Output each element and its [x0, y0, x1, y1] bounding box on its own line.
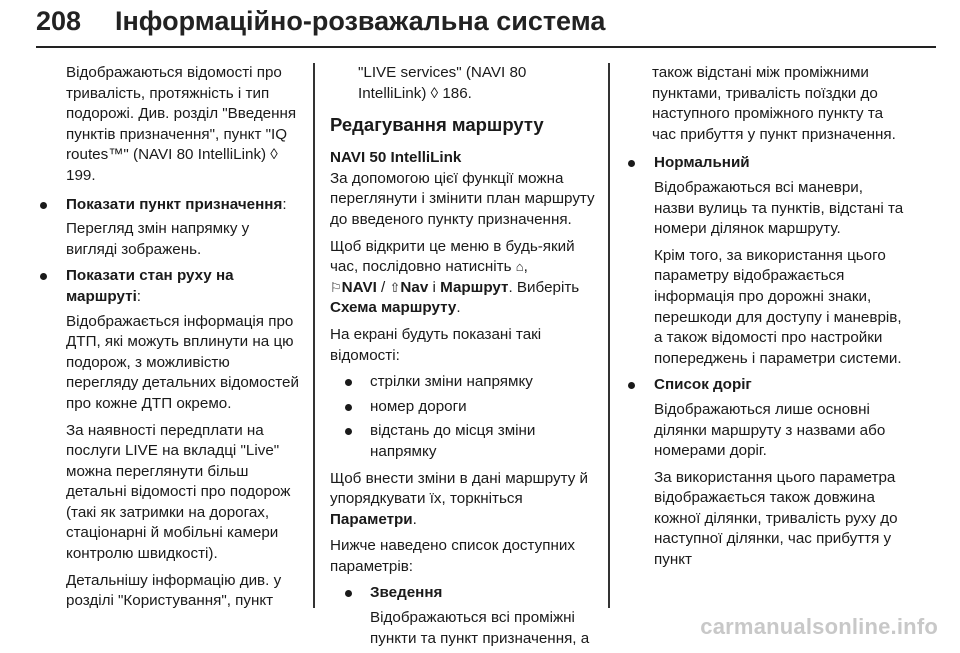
section-heading: Редагування маршруту	[330, 114, 544, 136]
text: .	[456, 299, 461, 317]
item-text: За наявності передплати на послуги LIVE на вкладці "Live" можна переглянути більш детальні відомості про подорож (такі як затримки на дорогах, стаціонарні й мобільні камери контролю швидкості).	[66, 421, 291, 563]
bullet-dot	[345, 590, 352, 597]
paragraph: На екрані будуть показані такі відомості:	[330, 325, 542, 364]
text: і	[428, 278, 441, 296]
page-number: 208	[36, 6, 82, 36]
item-title: Показати пункт призначення	[66, 195, 283, 213]
scheme-button-label: Схема маршруту	[330, 299, 457, 317]
paragraph: також відстані між проміжними пунктами, тривалість поїздки до наступного проміжного пункту та час прибуття у пункт призначення.	[652, 64, 896, 143]
paragraph: За допомогою цієї функції можна переглянути і змінити план маршруту до введеного пункту призначення.	[330, 169, 595, 228]
bullet-dot	[628, 382, 635, 389]
item-text: Перегляд змін напрямку у вигляді зображень.	[66, 220, 250, 258]
item-text: Відображаються всі проміжні пункти та пункт призначення, а	[370, 609, 590, 647]
column-1	[36, 63, 304, 618]
text: Щоб відкрити це меню в будь-який час, послідовно натисніть	[330, 237, 575, 276]
column-divider-1	[313, 63, 315, 608]
page-title: Інформаційно-розважальна система	[115, 6, 606, 36]
route-button-label: Маршрут	[440, 278, 509, 296]
watermark: carmanualsonline.info	[700, 614, 938, 639]
item-text: Відображаються лише основні ділянки маршруту з назвами або номерами доріг.	[654, 400, 886, 460]
item-text: стрілки зміни напрямку	[370, 373, 533, 391]
item-text: Крім того, за використання цього параметру відображається інформація про дорожні знаки, перешкоди для доступу і маневрів, а також відомості про настройки попереджень і параметри системи.	[654, 246, 902, 367]
item-title: Показати стан руху на маршруті	[66, 267, 234, 305]
bullet-dot	[628, 160, 635, 167]
text: Щоб внести зміни в дані маршруту й упорядкувати їх, торкніться	[330, 469, 589, 508]
text: .	[412, 510, 417, 528]
paragraph	[330, 469, 598, 531]
paragraph	[330, 237, 598, 319]
text: ,	[523, 258, 528, 276]
paragraph: Нижче наведено список доступних параметрів:	[330, 537, 575, 575]
column-3	[624, 63, 904, 577]
header-rule	[36, 46, 936, 48]
bullet-dot	[40, 273, 47, 280]
home-icon: ⌂	[515, 259, 524, 275]
bullet-dot	[40, 202, 47, 209]
column-divider-2	[608, 63, 610, 608]
colon: :	[282, 195, 287, 213]
list-item	[330, 397, 598, 418]
paragraph: Відображаються відомості про тривалість, протяжність і тип подорожі. Див. розділ "Введення пунктів призначення", пункт "IQ routes™" (NAVI 80 IntelliLink) ◊ 199.	[66, 64, 297, 184]
paragraph: "LIVE services" (NAVI 80 IntelliLink) ◊ 186.	[358, 64, 527, 102]
nav-arrow-icon: ⇧	[389, 279, 401, 295]
bullet-dot	[345, 428, 352, 435]
item-text: За використання цього параметра відображається також довжина кожної ділянки, тривалість руху до наступної ділянки, час прибуття у пункт	[654, 468, 898, 569]
list-item	[36, 195, 304, 261]
text: . Виберіть	[508, 278, 580, 296]
page-header	[0, 0, 960, 58]
nav-button-label: Nav	[400, 278, 429, 296]
text: /	[376, 278, 390, 296]
subheading: NAVI 50 IntelliLink	[330, 149, 462, 167]
item-text: Детальнішу інформацію див. у розділі "Користування", пункт	[66, 571, 282, 610]
bullet-dot	[345, 379, 352, 386]
list-item	[624, 375, 904, 570]
list-item	[624, 153, 904, 369]
flag-icon: ⚐	[330, 279, 342, 295]
bullet-dot	[345, 404, 352, 411]
item-title: Зведення	[370, 584, 443, 602]
item-title: Нормальний	[654, 154, 750, 172]
list-item	[330, 421, 598, 462]
list-item	[330, 583, 598, 649]
item-text: номер дороги	[370, 397, 467, 415]
column-2	[330, 63, 598, 653]
item-text: Відображається інформація про ДТП, які можуть вплинути на цю подорож, з можливістю перегляду детальних відомостей про кожне ДТП окремо.	[66, 312, 299, 412]
item-title: Список доріг	[654, 376, 752, 394]
navi-button-label: NAVI	[341, 278, 377, 296]
parameters-button-label: Параметри	[330, 510, 413, 528]
item-text: Відображаються всі маневри, назви вулиць та пунктів, відстані та номери ділянок маршруту.	[654, 178, 904, 238]
colon: :	[136, 287, 142, 305]
list-item	[36, 266, 304, 612]
list-item	[330, 372, 598, 393]
item-text: відстань до місця зміни напрямку	[370, 422, 536, 460]
